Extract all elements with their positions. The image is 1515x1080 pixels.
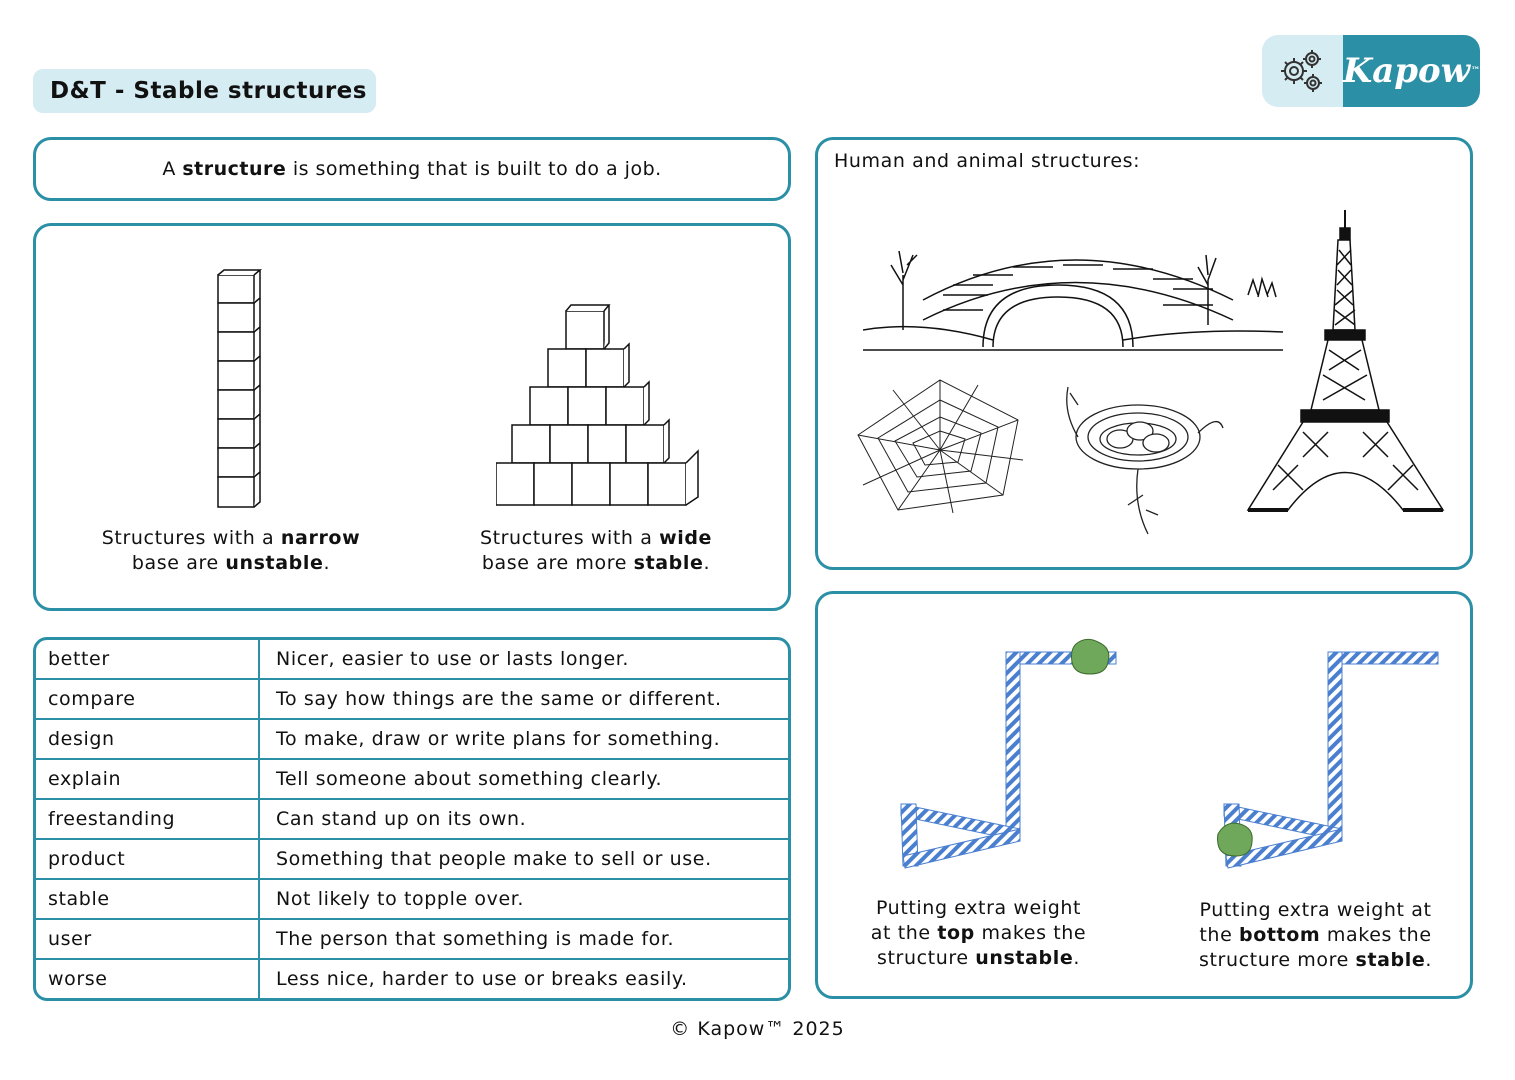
definition-panel xyxy=(33,137,791,201)
weight-blob xyxy=(1072,639,1109,674)
vocab-term: compare xyxy=(36,680,260,720)
structures-heading: Human and animal structures: xyxy=(834,150,1141,172)
bottom-weight-caption: Putting extra weight at the bottom makes the structure more stable. xyxy=(1199,899,1432,971)
nest-illustration xyxy=(1058,375,1228,540)
vocab-meaning: Something that people make to sell or use. xyxy=(260,840,788,880)
straw-bottom-weight-illustration xyxy=(1216,634,1446,884)
vocab-term: worse xyxy=(36,960,260,998)
table-row xyxy=(36,680,788,720)
brand-wordmark: Kapow ™ xyxy=(1343,35,1480,107)
bridge-illustration xyxy=(863,225,1283,355)
narrow-base-caption: Structures with a narrow base are unstable. xyxy=(101,527,361,574)
table-row xyxy=(36,840,788,880)
vocab-meaning: To make, draw or write plans for something. xyxy=(260,720,788,760)
wide-base-caption: Structures with a wide base are more stable. xyxy=(479,527,713,574)
vocabulary-table xyxy=(33,637,791,1001)
copyright-footer: © Kapow™ 2025 xyxy=(670,1018,845,1040)
vocab-term: freestanding xyxy=(36,800,260,840)
table-row xyxy=(36,760,788,800)
table-row xyxy=(36,920,788,960)
kapow-logo xyxy=(1262,35,1480,107)
bases-panel xyxy=(33,223,791,611)
straw-top-weight-illustration xyxy=(896,634,1126,884)
vocab-meaning: Tell someone about something clearly. xyxy=(260,760,788,800)
vocab-term: user xyxy=(36,920,260,960)
vocab-meaning: To say how things are the same or different. xyxy=(260,680,788,720)
vocab-meaning: The person that something is made for. xyxy=(260,920,788,960)
page-title: D&T - Stable structures xyxy=(33,69,376,113)
vocab-term: stable xyxy=(36,880,260,920)
vocab-term: better xyxy=(36,640,260,680)
table-row xyxy=(36,640,788,680)
definition-text: A structure is something that is built to do a job. xyxy=(162,158,662,180)
vocab-meaning: Can stand up on its own. xyxy=(260,800,788,840)
eiffel-tower-illustration xyxy=(1243,210,1448,515)
structures-panel xyxy=(815,137,1473,570)
top-weight-caption: Putting extra weight at the top makes the structure unstable. xyxy=(870,897,1087,969)
vocab-meaning: Less nice, harder to use or breaks easily. xyxy=(276,968,688,990)
gears-icon xyxy=(1262,35,1343,107)
vocab-term: explain xyxy=(36,760,260,800)
table-row xyxy=(36,960,788,998)
vocab-term: product xyxy=(36,840,260,880)
weight-panel xyxy=(815,591,1473,999)
table-row xyxy=(36,800,788,840)
wide-pyramid-illustration xyxy=(496,301,706,511)
narrow-tower-illustration xyxy=(206,266,276,511)
vocab-term: design xyxy=(36,720,260,760)
table-row xyxy=(36,880,788,920)
table-row xyxy=(36,720,788,760)
weight-blob xyxy=(1218,823,1253,856)
spider-web-illustration xyxy=(853,375,1028,515)
vocab-meaning: Nicer, easier to use or lasts longer. xyxy=(260,640,788,680)
vocab-meaning: Not likely to topple over. xyxy=(260,880,788,920)
